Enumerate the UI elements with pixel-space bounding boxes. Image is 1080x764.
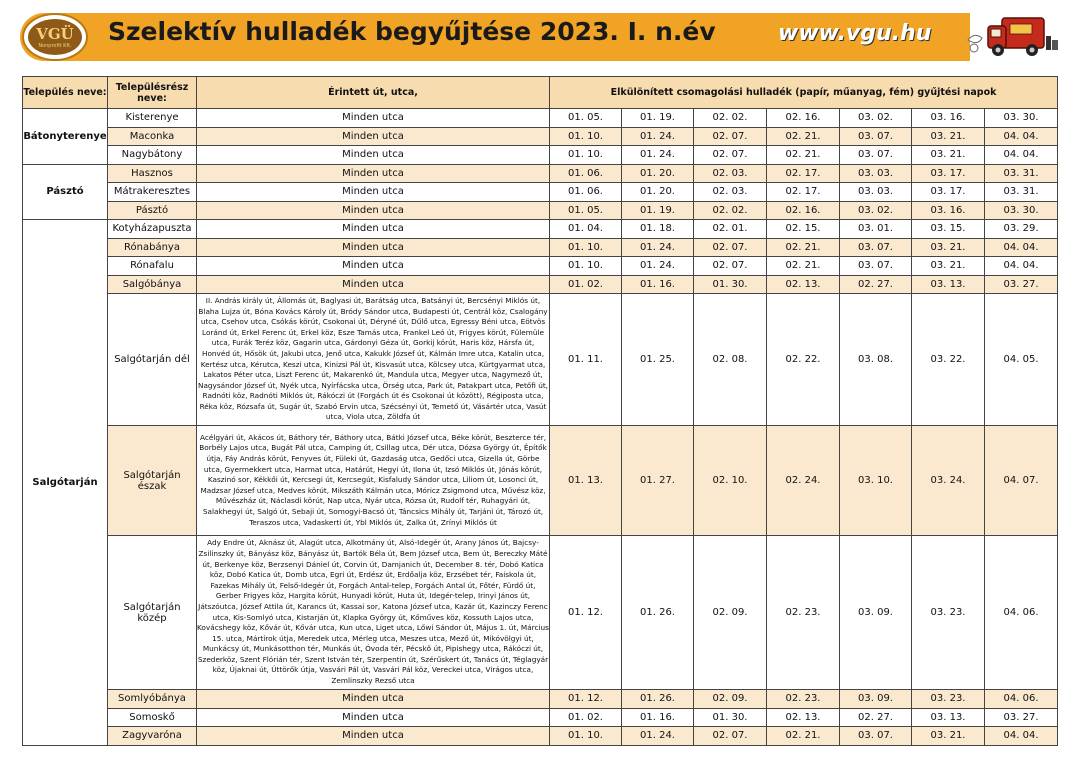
date-cell: 04. 06. — [985, 536, 1058, 690]
date-cell: 01. 20. — [622, 164, 694, 183]
date-cell: 01. 12. — [550, 690, 622, 709]
date-cell: 02. 09. — [694, 690, 767, 709]
date-cell: 03. 17. — [912, 164, 985, 183]
date-cell: 01. 10. — [550, 238, 622, 257]
part-cell: Zagyvaróna — [108, 727, 197, 746]
date-cell: 01. 06. — [550, 183, 622, 202]
date-cell: 01. 18. — [622, 220, 694, 239]
streets-cell: Minden utca — [197, 708, 550, 727]
date-cell: 01. 12. — [550, 536, 622, 690]
date-cell: 03. 31. — [985, 183, 1058, 202]
part-cell: Mátrakeresztes — [108, 183, 197, 202]
date-cell: 01. 13. — [550, 426, 622, 536]
table-row — [23, 127, 1058, 146]
table-row — [23, 109, 1058, 128]
date-cell: 01. 26. — [622, 690, 694, 709]
date-cell: 01. 04. — [550, 220, 622, 239]
table-row — [23, 220, 1058, 239]
date-cell: 01. 10. — [550, 727, 622, 746]
date-cell: 01. 24. — [622, 127, 694, 146]
website-url: www.vgu.hu — [778, 21, 932, 46]
date-cell: 01. 05. — [550, 201, 622, 220]
town-cell: Bátonyterenye — [23, 109, 108, 165]
schedule-table — [22, 76, 1058, 746]
date-cell: 01. 02. — [550, 275, 622, 294]
date-cell: 03. 09. — [840, 690, 912, 709]
date-cell: 01. 24. — [622, 727, 694, 746]
date-cell: 04. 07. — [985, 426, 1058, 536]
streets-cell: Minden utca — [197, 164, 550, 183]
date-cell: 02. 27. — [840, 275, 912, 294]
date-cell: 02. 17. — [767, 164, 840, 183]
column-header-streets: Érintett út, utca, — [197, 77, 550, 109]
date-cell: 02. 07. — [694, 238, 767, 257]
date-cell: 03. 03. — [840, 164, 912, 183]
date-cell: 02. 23. — [767, 690, 840, 709]
date-cell: 02. 22. — [767, 294, 840, 426]
part-cell: Rónafalu — [108, 257, 197, 276]
date-cell: 02. 16. — [767, 109, 840, 128]
date-cell: 02. 13. — [767, 275, 840, 294]
part-cell: Nagybátony — [108, 146, 197, 165]
date-cell: 03. 10. — [840, 426, 912, 536]
date-cell: 01. 30. — [694, 708, 767, 727]
date-cell: 03. 29. — [985, 220, 1058, 239]
date-cell: 02. 27. — [840, 708, 912, 727]
date-cell: 01. 06. — [550, 164, 622, 183]
date-cell: 03. 27. — [985, 275, 1058, 294]
date-cell: 03. 07. — [840, 257, 912, 276]
streets-cell: Ady Endre út, Aknász út, Alagút utca, Alkotmány út, Alsó-Idegér út, Arany János út, Bajcsy-Zsilinszky út, Bányász köz, Bányász út, Bartók Béla út, Bem József utca, Bem út, Bereczky Máté út, Berkenye köz, Berzsenyi Dániel út, Corvin út, Damjanich út, December 8. tér, Dobó Katica köz, Dobó Katica út, Domb utca, Egri út, Erdész út, Erdőalja köz, Erzsébet tér, Faiskola út, Fazekas Mihály út, Felső-Idegér út, Forgách Antal-telep, Forgách Antal út, Főtér, Fürdő út, Gerber Frigyes köz, Hargita körút, Hunyadi körút, Huta út, Idegér-telep, Irinyi János út, Játszóutca, József Attila út, Karancs út, Kassai sor, Katona József utca, Kazár út, Kazinczy Ferenc utca, Kis-Somlyó utca, Kistarján út, Klapka György út, Kőműves köz, Kossuth Lajos utca, Kovácshegy köz, Kővár út, Kővár utca, Kun utca, Liget utca, Lőwi Sándor út, Május 1. út, Március 15. utca, Mártírok útja, Meredek utca, Mérleg utca, Meszes utca, Mező út, Mikóvölgyi út, Munkácsy út, Munkásotthon tér, Munkás út, Óvoda tér, Pécskő út, Pipishegy utca, Rákóczi út, Szederköz, Szent Flórián tér, Szent István tér, Szerpentin út, Szérűskert út, Tanács út, Téglagyár köz, Újaknai út, Úttörők útja, Vasvári Pál út, Vasvári Pál köz, Vereckei utca, Virágos utca, Zemlinszky Rezső utca — [197, 536, 550, 690]
date-cell: 02. 23. — [767, 536, 840, 690]
part-cell: Rónabánya — [108, 238, 197, 257]
table-row — [23, 708, 1058, 727]
date-cell: 01. 10. — [550, 146, 622, 165]
part-cell: Salgótarján dél — [108, 294, 197, 426]
table-row — [23, 201, 1058, 220]
date-cell: 02. 02. — [694, 109, 767, 128]
part-cell: Maconka — [108, 127, 197, 146]
date-cell: 01. 25. — [622, 294, 694, 426]
streets-cell: Acélgyári út, Akácos út, Báthory tér, Báthory utca, Bátki József utca, Béke körút, Beszterce tér, Borbély Lajos utca, Bugát Pál utca, Camping út, Csillag utca, Dér utca, Dózsa György út, Építők útja, Fáy András körút, Fenyves út, Füleki út, Gazdaság utca, Gedőci utca, Gizella út, Görbe utca, Gyermekkert utca, Harmat utca, Határút, Hegyi út, Ilona út, Izsó Miklós út, Jónás körút, Kaszinó sor, Kékkői út, Kercsegi út, Kercsegút, Kisfaludy Sándor utca, Liliom út, Losonci út, Madzsar József utca, Medves körút, Mikszáth Kálmán utca, Móricz Zsigmond utca, Művész köz, Művészház út, Náclasdi körút, Nap utca, Nyár utca, Rózsa út, Rudolf tér, Ruhagyári út, Salakhegyi út, Salgó út, Sebaji út, Somogyi-Bacsó út, Táncsics Mihály út, Tarjáni út, Tározó út, Teraszos utca, Vadaskerti út, Ybl Miklós út, Zalka út, Zrínyi Miklós út — [197, 426, 550, 536]
streets-cell: Minden utca — [197, 220, 550, 239]
date-cell: 01. 24. — [622, 257, 694, 276]
date-cell: 01. 10. — [550, 127, 622, 146]
date-cell: 03. 22. — [912, 294, 985, 426]
date-cell: 03. 31. — [985, 164, 1058, 183]
table-row — [23, 183, 1058, 202]
column-header-dates: Elkülönített csomagolási hulladék (papír, műanyag, fém) gyűjtési napok — [550, 77, 1058, 109]
date-cell: 02. 03. — [694, 183, 767, 202]
date-cell: 04. 04. — [985, 257, 1058, 276]
table-row — [23, 294, 1058, 426]
date-cell: 04. 04. — [985, 146, 1058, 165]
date-cell: 03. 07. — [840, 146, 912, 165]
date-cell: 03. 21. — [912, 127, 985, 146]
date-cell: 01. 19. — [622, 109, 694, 128]
table-row — [23, 727, 1058, 746]
date-cell: 02. 24. — [767, 426, 840, 536]
date-cell: 03. 07. — [840, 238, 912, 257]
date-cell: 02. 21. — [767, 238, 840, 257]
date-cell: 03. 21. — [912, 727, 985, 746]
date-cell: 03. 16. — [912, 109, 985, 128]
date-cell: 01. 27. — [622, 426, 694, 536]
streets-cell: Minden utca — [197, 109, 550, 128]
date-cell: 02. 21. — [767, 127, 840, 146]
date-cell: 01. 19. — [622, 201, 694, 220]
table-row — [23, 146, 1058, 165]
date-cell: 04. 04. — [985, 127, 1058, 146]
date-cell: 02. 07. — [694, 127, 767, 146]
date-cell: 01. 16. — [622, 708, 694, 727]
page-title: Szelektív hulladék begyűjtése 2023. I. n.év — [108, 17, 716, 46]
date-cell: 01. 30. — [694, 275, 767, 294]
streets-cell: Minden utca — [197, 275, 550, 294]
date-cell: 01. 05. — [550, 109, 622, 128]
date-cell: 03. 30. — [985, 201, 1058, 220]
date-cell: 01. 10. — [550, 257, 622, 276]
date-cell: 02. 17. — [767, 183, 840, 202]
date-cell: 03. 02. — [840, 109, 912, 128]
streets-cell: Minden utca — [197, 127, 550, 146]
part-cell: Kisterenye — [108, 109, 197, 128]
date-cell: 03. 09. — [840, 536, 912, 690]
column-header-town: Település neve: — [23, 77, 108, 109]
table-row — [23, 275, 1058, 294]
streets-cell: Minden utca — [197, 238, 550, 257]
garbage-truck-icon — [962, 10, 1062, 62]
date-cell: 03. 07. — [840, 127, 912, 146]
date-cell: 02. 08. — [694, 294, 767, 426]
date-cell: 03. 08. — [840, 294, 912, 426]
town-cell: Pásztó — [23, 164, 108, 220]
date-cell: 03. 21. — [912, 146, 985, 165]
table-row — [23, 536, 1058, 690]
date-cell: 02. 13. — [767, 708, 840, 727]
date-cell: 01. 16. — [622, 275, 694, 294]
date-cell: 04. 05. — [985, 294, 1058, 426]
date-cell: 04. 04. — [985, 727, 1058, 746]
date-cell: 03. 21. — [912, 238, 985, 257]
date-cell: 01. 11. — [550, 294, 622, 426]
date-cell: 02. 09. — [694, 536, 767, 690]
table-row — [23, 238, 1058, 257]
part-cell: Somoskő — [108, 708, 197, 727]
date-cell: 03. 21. — [912, 257, 985, 276]
date-cell: 03. 23. — [912, 690, 985, 709]
part-cell: Kotyházapuszta — [108, 220, 197, 239]
header-row — [23, 77, 1058, 109]
table-row — [23, 690, 1058, 709]
date-cell: 02. 21. — [767, 257, 840, 276]
date-cell: 02. 07. — [694, 727, 767, 746]
streets-cell: Minden utca — [197, 257, 550, 276]
streets-cell: Minden utca — [197, 146, 550, 165]
date-cell: 02. 16. — [767, 201, 840, 220]
date-cell: 03. 17. — [912, 183, 985, 202]
part-cell: Somlyóbánya — [108, 690, 197, 709]
date-cell: 02. 10. — [694, 426, 767, 536]
date-cell: 01. 02. — [550, 708, 622, 727]
date-cell: 03. 01. — [840, 220, 912, 239]
date-cell: 03. 16. — [912, 201, 985, 220]
date-cell: 03. 15. — [912, 220, 985, 239]
date-cell: 02. 03. — [694, 164, 767, 183]
date-cell: 04. 04. — [985, 238, 1058, 257]
streets-cell: Minden utca — [197, 201, 550, 220]
date-cell: 03. 27. — [985, 708, 1058, 727]
logo-text: VGÜ — [36, 25, 74, 43]
date-cell: 02. 01. — [694, 220, 767, 239]
date-cell: 02. 15. — [767, 220, 840, 239]
part-cell: Pásztó — [108, 201, 197, 220]
part-cell: Salgótarján közép — [108, 536, 197, 690]
streets-cell: Minden utca — [197, 690, 550, 709]
streets-cell: II. András király út, Állomás út, Baglyasi út, Barátság utca, Batsányi út, Bercsényi Miklós út, Blaha Lujza út, Bóna Kovács Károly út, Bródy Sándor utca, Budapesti út, Centrál köz, Csalogány utca, Csehov utca, Csókás körút, Csokonai út, Déryné út, Dűlő utca, Egressy Béni utca, Eötvös Loránd út, Erkel Ferenc út, Erkel köz, Esze Tamás utca, Frankel Leó út, Frigyes körút, Fülemüle utca, Furák Teréz köz, Gagarin utca, Gárdonyi Géza út, Gorkij körút, Haris köz, Hársfa út, Honvéd út, Hősök út, Jakubi utca, Jenő utca, Kakukk József út, Kálmán Imre utca, Katalin utca, Kertész utca, Kérutca, Keszi utca, Kinizsi Pál út, Kisvasút utca, Kölcsey utca, Kürtgyarmat utca, Lakatos Péter utca, Liszt Ferenc út, Makarenkó út, Mandula utca, Megyer utca, Nagymező út, Nagysándor József út, Nyék utca, Nyírfácska utca, Örség utca, Park út, Patakpart utca, Petőfi út, Radnóti köz, Radnóti Miklós út, Rákóczi út (Forgách út és Csokonai út között), Régiposta utca, Réka köz, Rózsafa út, Sugár út, Szabó Ervin utca, Szécsényi út, Temető út, Vásártér utca, Vasút utca, Viola utca, Zöldfa út — [197, 294, 550, 426]
date-cell: 03. 30. — [985, 109, 1058, 128]
table-row — [23, 164, 1058, 183]
logo-subtext: Nonprofit Kft. — [38, 43, 72, 49]
date-cell: 03. 23. — [912, 536, 985, 690]
date-cell: 03. 03. — [840, 183, 912, 202]
date-cell: 02. 07. — [694, 146, 767, 165]
town-cell: Salgótarján — [23, 220, 108, 746]
part-cell: Salgótarján észak — [108, 426, 197, 536]
date-cell: 01. 24. — [622, 146, 694, 165]
date-cell: 01. 24. — [622, 238, 694, 257]
part-cell: Salgóbánya — [108, 275, 197, 294]
streets-cell: Minden utca — [197, 183, 550, 202]
table-row — [23, 426, 1058, 536]
streets-cell: Minden utca — [197, 727, 550, 746]
date-cell: 01. 20. — [622, 183, 694, 202]
part-cell: Hasznos — [108, 164, 197, 183]
date-cell: 03. 24. — [912, 426, 985, 536]
date-cell: 02. 21. — [767, 146, 840, 165]
date-cell: 03. 07. — [840, 727, 912, 746]
date-cell: 02. 07. — [694, 257, 767, 276]
date-cell: 03. 02. — [840, 201, 912, 220]
vgu-logo — [22, 13, 88, 61]
date-cell: 03. 13. — [912, 708, 985, 727]
date-cell: 02. 02. — [694, 201, 767, 220]
date-cell: 04. 06. — [985, 690, 1058, 709]
date-cell: 03. 13. — [912, 275, 985, 294]
table-row — [23, 257, 1058, 276]
date-cell: 01. 26. — [622, 536, 694, 690]
date-cell: 02. 21. — [767, 727, 840, 746]
column-header-part: Településrész neve: — [108, 77, 197, 109]
